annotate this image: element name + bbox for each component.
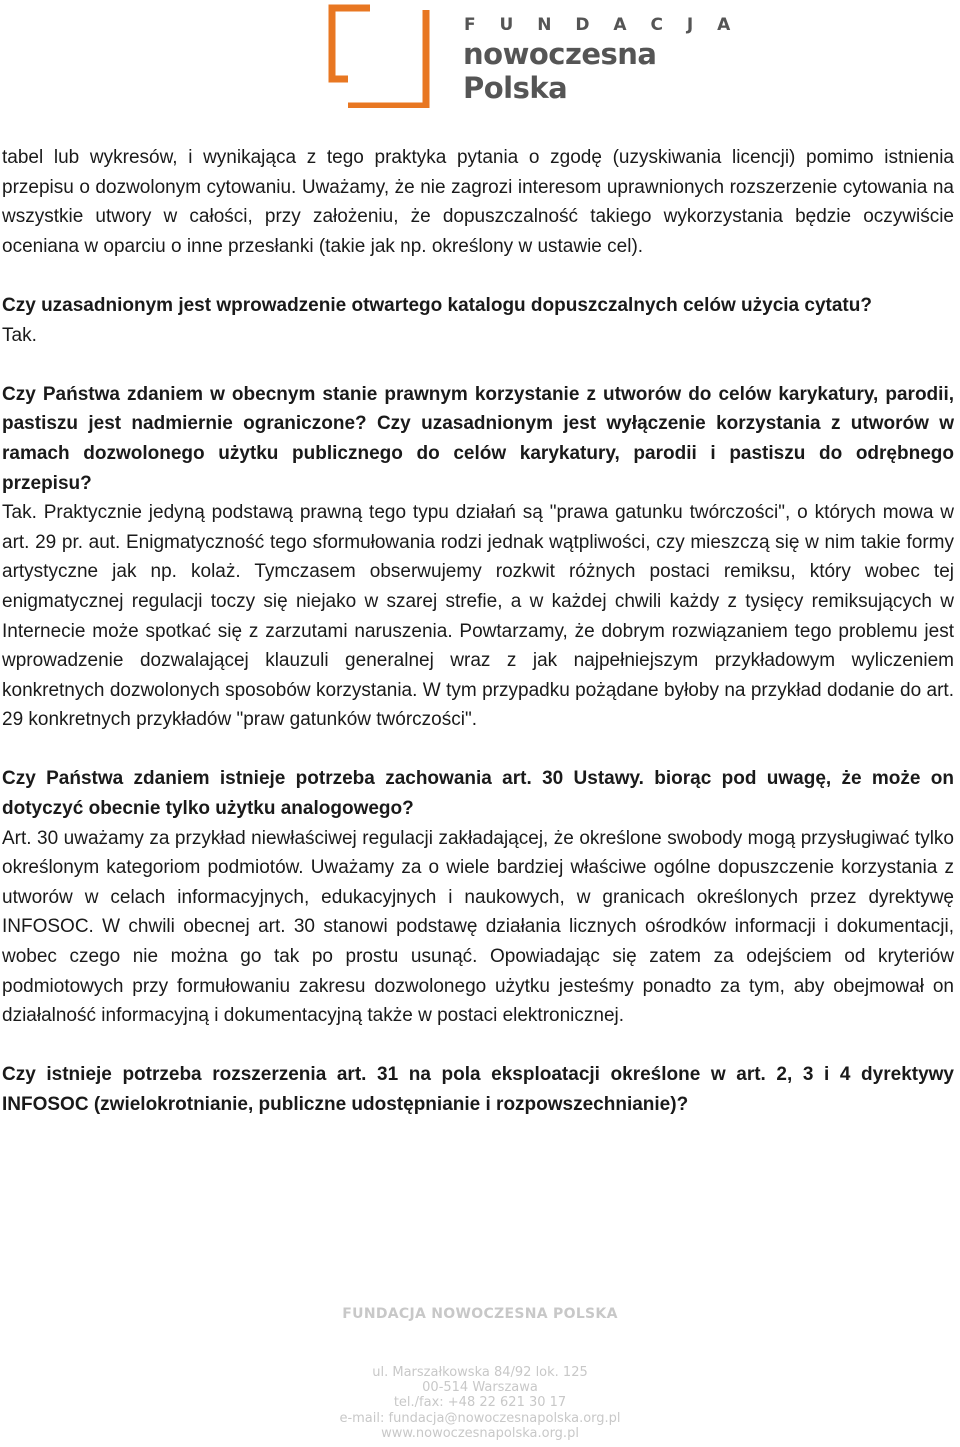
question-1: Czy uzasadnionym jest wprowadzenie otwartego katalogu dopuszczalnych celów użycia cytatu?	[2, 294, 872, 316]
footer-title: FUNDACJA NOWOCZESNA POLSKA	[342, 1306, 618, 1322]
question-3: Czy Państwa zdaniem istnieje potrzeba zachowania art. 30 Ustawy. biorąc pod uwagę, że może on dotyczyć obecnie tylko użytku analogowego?	[2, 768, 954, 820]
question-2: Czy Państwa zdaniem w obecnym stanie prawnym korzystanie z utworów do celów karykatury, parodii, pastiszu jest nadmiernie ograniczone? Czy uzasadnionym jest wyłączenie korzystania z utworów w ramach dozwolonego użytku publicznego do celów karykatury, parodii i pastiszu do odrębnego przepisu?	[2, 383, 954, 494]
paragraph-intro: tabel lub wykresów, i wynikająca z tego praktyka pytania o zgodę (uzyskiwania licencji) pomimo istnienia przepisu o dozwolonym cytowaniu. Uważamy, że nie zagrozi interesom uprawnionych rozszerzenie cytowania na wszystkie utwory w całości, przy założeniu, że dopuszczalność takiego wykorzystania będzie oczywiście oceniana w oparciu o inne przesłanki (takie jak np. określony w ustawie cel).	[2, 147, 954, 257]
answer-3: Art. 30 uważamy za przykład niewłaściwej regulacji zakładającej, że określone swobody mogą przysługiwać tylko określonym kategoriom podmiotów. Uważamy za o wiele bardziej właściwe ogólne dopuszczenie korzystania z utworów w celach informacyjnych, edukacyjnych i naukowych, w granicach określonych przez dyrektywę INFOSOC. W chwili obecnej art. 30 stanowi podstawę działania licznych ośrodków informacji i dokumentacji, wobec czego nie można go tak po prostu usunąć. Opowiadając się zatem za odejściem od kryteriów podmiotowych przy formułowaniu zakresu dozwolonego użytku jesteśmy ponadto za tym, aby obejmował on działalność informacyjną i dokumentacyjną także w postaci elektronicznej.	[2, 827, 954, 1027]
page-footer	[0, 1306, 960, 1441]
logo-bracket-icon	[328, 4, 430, 108]
footer-address-street: ul. Marszałkowska 84/92 lok. 125	[372, 1365, 588, 1380]
logo-polska-text: Polska	[463, 71, 568, 105]
logo-nowoczesna-text: nowoczesna	[463, 37, 657, 71]
logo-fundacja-text: F U N D A C J A	[464, 15, 740, 35]
footer-email: e-mail: fundacja@nowoczesnapolska.org.pl	[339, 1410, 621, 1426]
foundation-logo	[328, 4, 740, 110]
answer-1: Tak.	[2, 324, 37, 346]
footer-website: www.nowoczesnapolska.org.pl	[381, 1425, 579, 1441]
answer-2: Tak. Praktycznie jedyną podstawą prawną tego typu działań są "prawa gatunku twórczości", o których mowa w art. 29 pr. aut. Enigmatyczność tego sformułowania rodzi jednak wątpliwości, czy mieszczą się w nim takie formy artystyczne jak np. kolaż. Tymczasem obserwujemy rozkwit różnych postaci remiksu, który wobec tej enigmatycznej regulacji toczy się niejako w szarej strefie, a w każdej chwili każdy z tysięcy remiksujących w Internecie może spotkać się z zarzutami naruszenia. Powtarzamy, że dobrym rozwiązaniem tego problemu jest wprowadzenie dozwalającej klauzuli generalnej wraz z jak najpełniejszym przykładowym wyliczeniem konkretnych dozwolonych sposobów korzystania. W tym przypadku pożądane byłoby na przykład dodanie do art. 29 konkretnych przykładów "praw gatunków twórczości".	[2, 502, 954, 731]
footer-phone: tel./fax: +48 22 621 30 17	[393, 1395, 567, 1411]
question-4: Czy istnieje potrzeba rozszerzenia art. 31 na pola eksploatacji określone w art. 2, 3 i 4 dyrektywy INFOSOC (zwielokrotnianie, publiczne udostępnianie i rozpowszechnianie)?	[2, 1064, 954, 1115]
document-body	[2, 143, 954, 1120]
footer-address-city: 00-514 Warszawa	[422, 1380, 538, 1396]
